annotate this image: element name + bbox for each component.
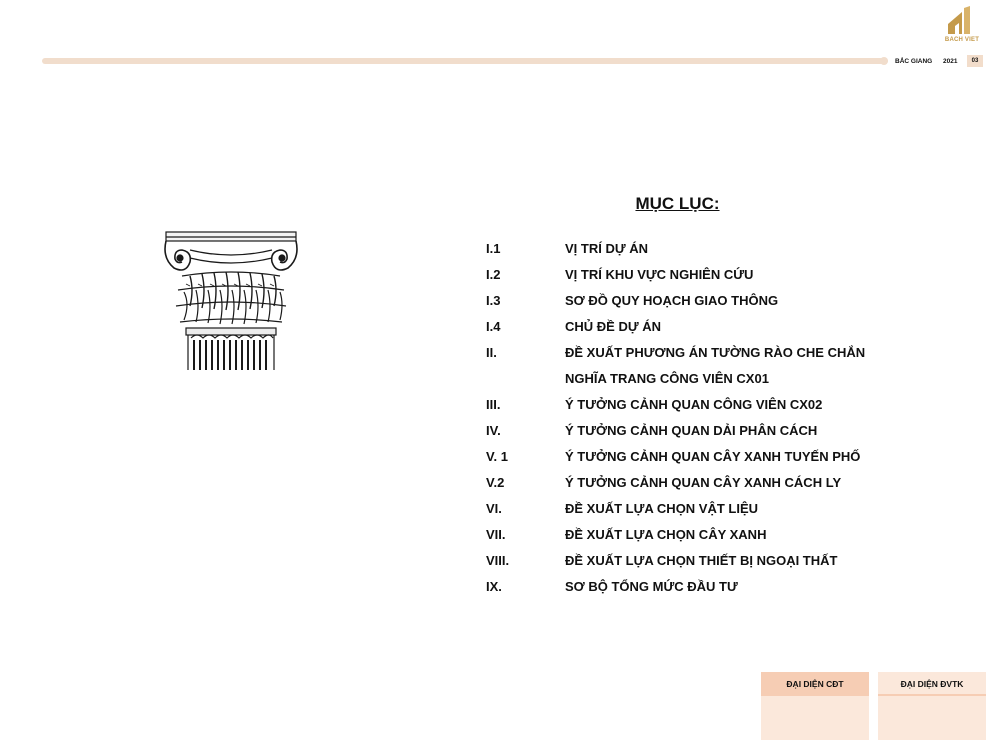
toc-item-text: SƠ BỘ TỔNG MỨC ĐẦU TƯ	[565, 579, 738, 594]
toc-item-number: V.2	[486, 475, 505, 490]
toc-item-text: VỊ TRÍ DỰ ÁN	[565, 241, 649, 256]
toc-item	[486, 236, 906, 262]
header-year: 2021	[943, 57, 958, 65]
signature-label-cdt: ĐẠI DIỆN CĐT	[761, 672, 869, 696]
toc-item-text: Ý TƯỞNG CẢNH QUAN CÂY XANH TUYẾN PHỐ	[565, 449, 861, 464]
company-logo	[940, 4, 984, 48]
toc-item	[486, 522, 906, 548]
toc-item	[486, 418, 906, 444]
toc-item	[486, 444, 906, 470]
signature-label-dvtk: ĐẠI DIỆN ĐVTK	[878, 672, 986, 696]
toc-item	[486, 392, 906, 418]
toc-item-text: CHỦ ĐỀ DỰ ÁN	[565, 319, 662, 334]
toc-item	[486, 470, 906, 496]
toc-item-number: VI.	[486, 501, 502, 516]
toc-item-text: ĐỀ XUẤT LỰA CHỌN VẬT LIỆU	[565, 501, 759, 516]
toc-item-text: ĐỀ XUẤT LỰA CHỌN THIẾT BỊ NGOẠI THẤT	[565, 553, 838, 568]
toc-item-number: I.2	[486, 267, 501, 282]
toc-item-number: I.1	[486, 241, 501, 256]
table-of-contents	[486, 236, 906, 600]
header-rule	[42, 58, 888, 64]
column-capital-illustration	[160, 228, 300, 373]
toc-item-text: SƠ ĐỒ QUY HOẠCH GIAO THÔNG	[565, 293, 779, 308]
toc-item	[486, 288, 906, 314]
toc-item-number: I.3	[486, 293, 501, 308]
toc-title: MỤC LỤC:	[635, 194, 720, 213]
header-place: BẮC GIANG	[895, 57, 933, 65]
toc-item-number: III.	[486, 397, 501, 412]
toc-item-number: V. 1	[486, 449, 508, 464]
toc-item-number: IX.	[486, 579, 502, 594]
toc-item-text: ĐỀ XUẤT LỰA CHỌN CÂY XANH	[565, 527, 767, 542]
toc-item-number: VIII.	[486, 553, 510, 568]
logo-mark-icon	[940, 4, 984, 40]
toc-item-text: ĐỀ XUẤT PHƯƠNG ÁN TƯỜNG RÀO CHE CHẮN NGHĨA TRANG CÔNG VIÊN CX01	[565, 345, 866, 386]
toc-item	[486, 314, 906, 340]
header-rule-end	[880, 57, 888, 65]
toc-item	[486, 574, 906, 600]
toc-item-text: Ý TƯỞNG CẢNH QUAN CÔNG VIÊN CX02	[565, 397, 823, 412]
toc-item	[486, 340, 906, 392]
toc-item-text: Ý TƯỞNG CẢNH QUAN DẢI PHÂN CÁCH	[565, 423, 818, 438]
toc-item	[486, 262, 906, 288]
toc-item-number: II.	[486, 345, 497, 360]
page-number-badge: 03	[967, 55, 983, 67]
signature-box-dvtk	[878, 672, 986, 740]
toc-item-text: VỊ TRÍ KHU VỰC NGHIÊN CỨU	[565, 267, 754, 282]
header-meta	[895, 55, 983, 67]
toc-item	[486, 548, 906, 574]
signature-box-cdt	[761, 672, 869, 740]
toc-item-number: I.4	[486, 319, 501, 334]
toc-item-text: Ý TƯỞNG CẢNH QUAN CÂY XANH CÁCH LY	[565, 475, 842, 490]
column-capital-icon	[160, 228, 300, 373]
toc-item-number: IV.	[486, 423, 501, 438]
toc-item	[486, 496, 906, 522]
toc-item-number: VII.	[486, 527, 506, 542]
logo-text: BACH VIET	[944, 37, 980, 43]
